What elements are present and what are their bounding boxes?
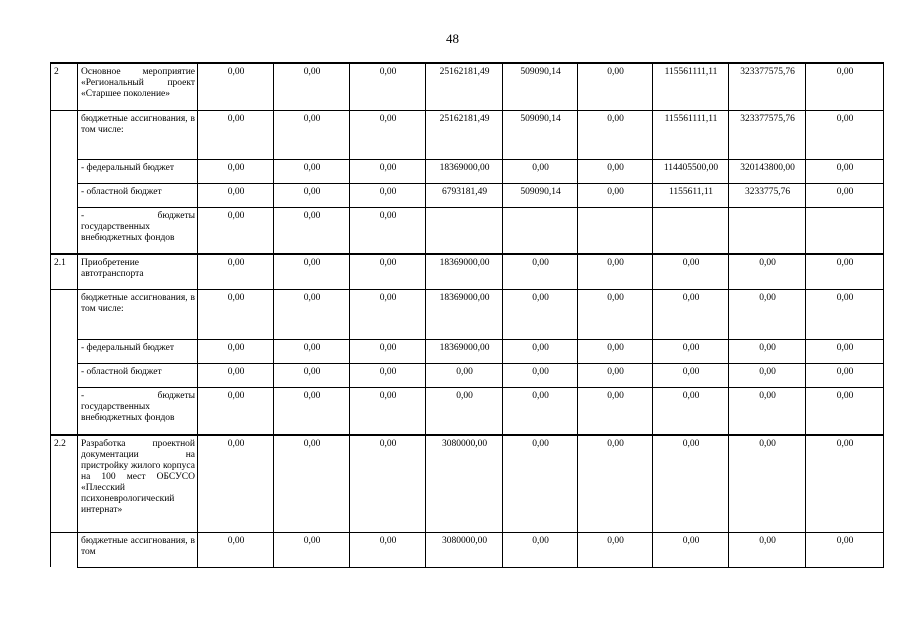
cell-value: 0,00 <box>198 387 274 435</box>
cell-value: 0,00 <box>350 289 426 339</box>
cell-value: 0,00 <box>274 435 350 532</box>
cell-value: 0,00 <box>806 363 884 387</box>
cell-value: 0,00 <box>274 289 350 339</box>
cell-value: 0,00 <box>729 435 806 532</box>
cell-value <box>729 207 806 254</box>
cell-value: 509090,14 <box>503 110 578 159</box>
cell-value: 0,00 <box>578 254 653 289</box>
cell-value: 0,00 <box>729 532 806 567</box>
cell-value: 0,00 <box>198 207 274 254</box>
row-description: - бюджеты государственных внебюджетных фондов <box>78 207 198 254</box>
cell-value: 0,00 <box>578 532 653 567</box>
cell-value: 0,00 <box>806 159 884 183</box>
table-row <box>51 387 884 435</box>
cell-value: 0,00 <box>426 363 503 387</box>
cell-value: 18369000,00 <box>426 289 503 339</box>
cell-value: 0,00 <box>806 435 884 532</box>
cell-value: 0,00 <box>350 254 426 289</box>
table-row <box>51 207 884 254</box>
cell-value: 0,00 <box>806 339 884 363</box>
cell-value: 0,00 <box>503 254 578 289</box>
cell-value: 115561111,11 <box>653 63 729 110</box>
cell-value: 0,00 <box>653 254 729 289</box>
cell-value: 0,00 <box>503 339 578 363</box>
cell-value: 0,00 <box>350 63 426 110</box>
cell-value: 0,00 <box>274 159 350 183</box>
cell-value: 3233775,76 <box>729 183 806 207</box>
row-description: Разработка проектной документации на пристройку жилого корпуса на 100 мест ОБСУСО «Плесский психоневрологический интернат» <box>78 435 198 532</box>
cell-value: 0,00 <box>350 532 426 567</box>
row-description: - областной бюджет <box>78 363 198 387</box>
row-description: - федеральный бюджет <box>78 339 198 363</box>
cell-value: 1155611,11 <box>653 183 729 207</box>
table-row <box>51 183 884 207</box>
cell-value: 0,00 <box>653 387 729 435</box>
cell-value: 0,00 <box>578 63 653 110</box>
cell-value: 0,00 <box>198 159 274 183</box>
table-row <box>51 63 884 110</box>
cell-value: 0,00 <box>806 387 884 435</box>
table-row <box>51 289 884 339</box>
cell-value: 18369000,00 <box>426 159 503 183</box>
cell-value: 114405500,00 <box>653 159 729 183</box>
cell-value: 0,00 <box>806 110 884 159</box>
cell-value: 509090,14 <box>503 183 578 207</box>
table-row <box>51 110 884 159</box>
table-row <box>51 435 884 532</box>
cell-value: 0,00 <box>503 435 578 532</box>
cell-value: 0,00 <box>274 183 350 207</box>
cell-value: 0,00 <box>578 435 653 532</box>
row-index <box>51 387 78 435</box>
cell-value: 0,00 <box>503 532 578 567</box>
cell-value: 0,00 <box>503 363 578 387</box>
row-description: бюджетные ассигнования, в том числе: <box>78 289 198 339</box>
row-index <box>51 110 78 159</box>
cell-value: 0,00 <box>578 159 653 183</box>
cell-value: 0,00 <box>503 159 578 183</box>
cell-value: 0,00 <box>274 532 350 567</box>
cell-value: 25162181,49 <box>426 63 503 110</box>
cell-value: 0,00 <box>729 339 806 363</box>
cell-value: 0,00 <box>350 435 426 532</box>
row-index <box>51 363 78 387</box>
table-row <box>51 363 884 387</box>
cell-value: 0,00 <box>350 183 426 207</box>
cell-value <box>503 207 578 254</box>
cell-value: 0,00 <box>806 254 884 289</box>
cell-value: 0,00 <box>503 289 578 339</box>
cell-value: 0,00 <box>806 183 884 207</box>
cell-value: 0,00 <box>653 435 729 532</box>
cell-value: 323377575,76 <box>729 63 806 110</box>
table-row <box>51 532 884 567</box>
cell-value: 0,00 <box>350 110 426 159</box>
table-row <box>51 159 884 183</box>
cell-value: 0,00 <box>578 387 653 435</box>
row-description: Основное мероприятие «Региональный проект «Старшее поколение» <box>78 63 198 110</box>
row-index <box>51 289 78 339</box>
table-row <box>51 339 884 363</box>
cell-value: 0,00 <box>274 387 350 435</box>
cell-value: 0,00 <box>806 532 884 567</box>
cell-value: 0,00 <box>653 339 729 363</box>
row-index <box>51 339 78 363</box>
cell-value: 0,00 <box>198 435 274 532</box>
cell-value: 3080000,00 <box>426 532 503 567</box>
row-index <box>51 183 78 207</box>
cell-value: 0,00 <box>350 159 426 183</box>
cell-value: 0,00 <box>198 183 274 207</box>
row-index: 2.2 <box>51 435 78 532</box>
cell-value: 0,00 <box>198 254 274 289</box>
cell-value: 0,00 <box>274 254 350 289</box>
cell-value: 0,00 <box>578 339 653 363</box>
row-description: Приобретение автотранспорта <box>78 254 198 289</box>
cell-value: 0,00 <box>578 363 653 387</box>
cell-value: 509090,14 <box>503 63 578 110</box>
cell-value: 25162181,49 <box>426 110 503 159</box>
row-description: - областной бюджет <box>78 183 198 207</box>
cell-value: 0,00 <box>350 339 426 363</box>
row-description: - федеральный бюджет <box>78 159 198 183</box>
cell-value: 0,00 <box>198 110 274 159</box>
cell-value: 0,00 <box>274 110 350 159</box>
row-index: 2.1 <box>51 254 78 289</box>
cell-value: 115561111,11 <box>653 110 729 159</box>
cell-value: 0,00 <box>729 254 806 289</box>
cell-value <box>653 207 729 254</box>
cell-value: 0,00 <box>578 110 653 159</box>
row-description: бюджетные ассигнования, в том числе: <box>78 110 198 159</box>
cell-value: 0,00 <box>578 183 653 207</box>
cell-value <box>806 207 884 254</box>
cell-value: 3080000,00 <box>426 435 503 532</box>
cell-value <box>578 207 653 254</box>
cell-value: 0,00 <box>274 63 350 110</box>
row-description: - бюджеты государственных внебюджетных фондов <box>78 387 198 435</box>
row-index <box>51 207 78 254</box>
cell-value: 0,00 <box>806 289 884 339</box>
page-number: 48 <box>446 31 459 46</box>
row-description: бюджетные ассигнования, в том <box>78 532 198 567</box>
cell-value: 0,00 <box>198 532 274 567</box>
row-index: 2 <box>51 63 78 110</box>
cell-value: 18369000,00 <box>426 254 503 289</box>
cell-value: 0,00 <box>274 207 350 254</box>
cell-value: 0,00 <box>578 289 653 339</box>
cell-value: 323377575,76 <box>729 110 806 159</box>
row-index <box>51 159 78 183</box>
cell-value: 0,00 <box>274 363 350 387</box>
cell-value: 0,00 <box>729 387 806 435</box>
cell-value: 0,00 <box>198 339 274 363</box>
cell-value: 0,00 <box>350 207 426 254</box>
cell-value: 0,00 <box>653 363 729 387</box>
cell-value: 18369000,00 <box>426 339 503 363</box>
cell-value: 0,00 <box>350 387 426 435</box>
cell-value: 0,00 <box>729 289 806 339</box>
cell-value: 0,00 <box>350 363 426 387</box>
cell-value: 0,00 <box>653 532 729 567</box>
cell-value: 320143800,00 <box>729 159 806 183</box>
cell-value: 0,00 <box>653 289 729 339</box>
cell-value: 0,00 <box>198 289 274 339</box>
row-index <box>51 532 78 567</box>
cell-value: 0,00 <box>729 363 806 387</box>
cell-value: 6793181,49 <box>426 183 503 207</box>
cell-value: 0,00 <box>198 363 274 387</box>
cell-value: 0,00 <box>274 339 350 363</box>
cell-value: 0,00 <box>503 387 578 435</box>
cell-value: 0,00 <box>198 63 274 110</box>
cell-value: 0,00 <box>426 387 503 435</box>
budget-table <box>50 62 884 568</box>
cell-value <box>426 207 503 254</box>
table-row <box>51 254 884 289</box>
cell-value: 0,00 <box>806 63 884 110</box>
